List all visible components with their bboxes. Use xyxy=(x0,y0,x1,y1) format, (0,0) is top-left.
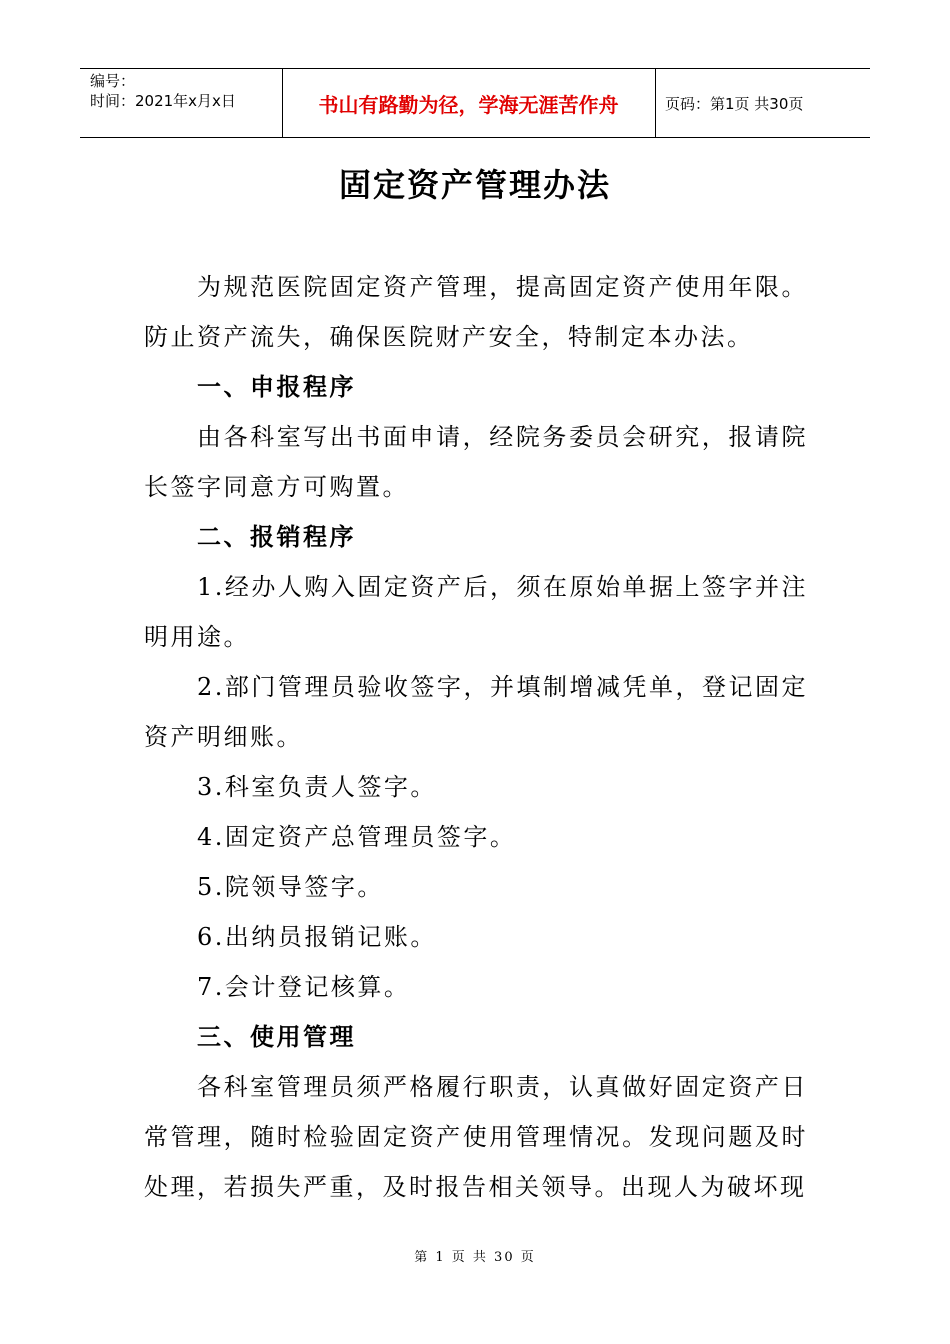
list-item: 1.经办人购入固定资产后，须在原始单据上签字并注明用途。 xyxy=(144,573,808,651)
list-item: 4.固定资产总管理员签字。 xyxy=(197,823,517,851)
header-motto: 书山有路勤为径，学海无涯苦作舟 xyxy=(318,92,619,117)
page-footer: 第 1 页 共 30 页 xyxy=(414,1250,536,1265)
intro-paragraph: 为规范医院固定资产管理，提高固定资产使用年限。防止资产流失，确保医院财产安全，特制定本办法。 xyxy=(144,273,808,351)
header-motto-cell xyxy=(282,69,656,137)
section-heading-application: 一、申报程序 xyxy=(197,373,356,401)
list-item: 7.会计登记核算。 xyxy=(197,973,411,1001)
list-item: 5.院领导签字。 xyxy=(197,873,384,901)
header-meta-cell xyxy=(80,69,283,137)
body-paragraph: 由各科室写出书面申请，经院务委员会研究，报请院长签字同意方可购置。 xyxy=(144,423,808,501)
section-heading-reimbursement: 二、报销程序 xyxy=(197,523,356,551)
list-item: 2.部门管理员验收签字，并填制增减凭单，登记固定资产明细账。 xyxy=(144,673,808,751)
document-time-label: 时间：2021年x月x日 xyxy=(90,92,236,110)
document-title: 固定资产管理办法 xyxy=(338,166,611,204)
header-page-cell xyxy=(655,69,870,137)
document-number-label: 编号： xyxy=(90,72,136,90)
header-page-info: 页码：第1页 共30页 xyxy=(665,94,804,113)
list-item: 3.科室负责人签字。 xyxy=(197,773,437,801)
body-paragraph: 各科室管理员须严格履行职责，认真做好固定资产日常管理，随时检验固定资产使用管理情况。发现问题及时处理，若损失严重，及时报告相关领导。出现人为破坏现 xyxy=(144,1073,808,1201)
document-body xyxy=(144,262,808,1212)
document-header xyxy=(80,68,870,138)
section-heading-usage: 三、使用管理 xyxy=(197,1023,356,1051)
list-item: 6.出纳员报销记账。 xyxy=(197,923,437,951)
